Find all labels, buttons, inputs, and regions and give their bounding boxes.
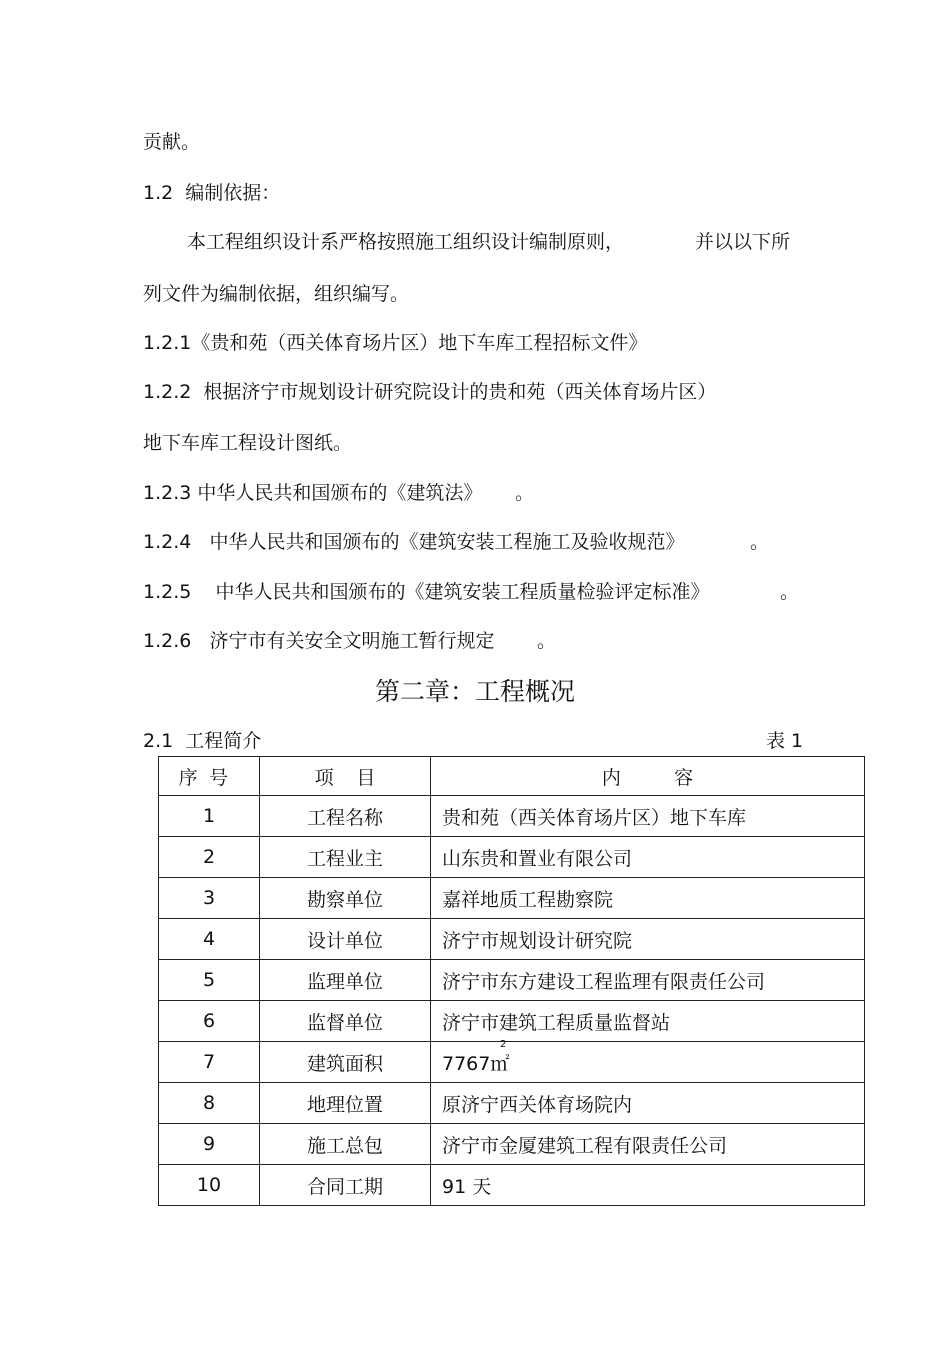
cell-content: 济宁市建筑工程质量监督站 — [431, 1001, 865, 1042]
cell-index: 6 — [159, 1001, 260, 1042]
cell-item: 工程业主 — [260, 837, 431, 878]
cell-content: 山东贵和置业有限公司 — [431, 837, 865, 878]
cell-index: 1 — [159, 796, 260, 837]
cell-item: 工程名称 — [260, 796, 431, 837]
list-item: 1.2.1《贵和苑（西关体育场片区）地下车库工程招标文件》 — [143, 332, 648, 354]
table-row — [159, 1165, 865, 1206]
cell-index: 10 — [159, 1165, 260, 1206]
list-item: 1.2.2 根据济宁市规划设计研究院设计的贵和苑（西关体育场片区） — [143, 381, 717, 403]
list-item: 1.2.5 中华人民共和国颁布的《建筑安装工程质量检验评定标准》 — [143, 581, 710, 603]
chapter-title: 第二章：工程概况 — [374, 677, 575, 706]
cell-content: 济宁市东方建设工程监理有限责任公司 — [431, 960, 865, 1001]
section-heading-1-2: 1.2 编制依据： — [143, 182, 281, 204]
header-content: 内容 — [431, 757, 865, 796]
list-item-end: 。 — [537, 630, 557, 652]
cell-item: 监理单位 — [260, 960, 431, 1001]
table-row — [159, 919, 865, 960]
cell-content — [431, 1038, 865, 1083]
cell-content: 济宁市金厦建筑工程有限责任公司 — [431, 1124, 865, 1165]
cell-item: 设计单位 — [260, 919, 431, 960]
paragraph: 列文件为编制依据，组织编写。 — [143, 283, 410, 305]
cell-index: 8 — [159, 1083, 260, 1124]
list-item: 1.2.6 济宁市有关安全文明施工暂行规定 — [143, 630, 495, 652]
paragraph: 并以以下所 — [695, 231, 791, 253]
table-header-row — [159, 757, 865, 796]
cell-content: 91 天 — [431, 1165, 865, 1206]
header-index: 序号 — [159, 757, 260, 796]
table-row — [159, 796, 865, 837]
cell-content: 贵和苑（西关体育场片区）地下车库 — [431, 796, 865, 837]
paragraph: 本工程组织设计系严格按照施工组织设计编制原则， — [187, 231, 625, 253]
table-row — [159, 837, 865, 878]
paragraph: 地下车库工程设计图纸。 — [143, 432, 353, 454]
table-row — [159, 1042, 865, 1083]
list-item-end: 。 — [750, 531, 770, 553]
area-value: 7767㎡ 2 — [442, 1038, 510, 1075]
cell-index: 7 — [159, 1042, 260, 1083]
cell-index: 4 — [159, 919, 260, 960]
table-row — [159, 1001, 865, 1042]
paragraph: 贡献。 — [143, 131, 201, 153]
table-row — [159, 960, 865, 1001]
cell-index: 2 — [159, 837, 260, 878]
table-label: 表 1 — [766, 730, 804, 752]
table-row — [159, 1083, 865, 1124]
cell-content: 原济宁西关体育场院内 — [431, 1083, 865, 1124]
cell-item: 建筑面积 — [260, 1042, 431, 1083]
section-heading-2-1: 2.1 工程简介 — [143, 730, 262, 752]
cell-item: 监督单位 — [260, 1001, 431, 1042]
list-item-end: 。 — [515, 482, 535, 504]
project-info-table — [158, 756, 865, 1206]
cell-item: 勘察单位 — [260, 878, 431, 919]
cell-content: 济宁市规划设计研究院 — [431, 919, 865, 960]
cell-content: 嘉祥地质工程勘察院 — [431, 878, 865, 919]
cell-item: 地理位置 — [260, 1083, 431, 1124]
cell-item: 合同工期 — [260, 1165, 431, 1206]
cell-index: 5 — [159, 960, 260, 1001]
cell-index: 3 — [159, 878, 260, 919]
header-item: 项目 — [260, 757, 431, 796]
table-row — [159, 1124, 865, 1165]
area-superscript: 2 — [500, 1038, 507, 1050]
list-item: 1.2.3 中华人民共和国颁布的《建筑法》 — [143, 482, 483, 504]
cell-item: 施工总包 — [260, 1124, 431, 1165]
list-item-end: 。 — [780, 581, 800, 603]
list-item: 1.2.4 中华人民共和国颁布的《建筑安装工程施工及验收规范》 — [143, 531, 685, 553]
cell-index: 9 — [159, 1124, 260, 1165]
table-row — [159, 878, 865, 919]
